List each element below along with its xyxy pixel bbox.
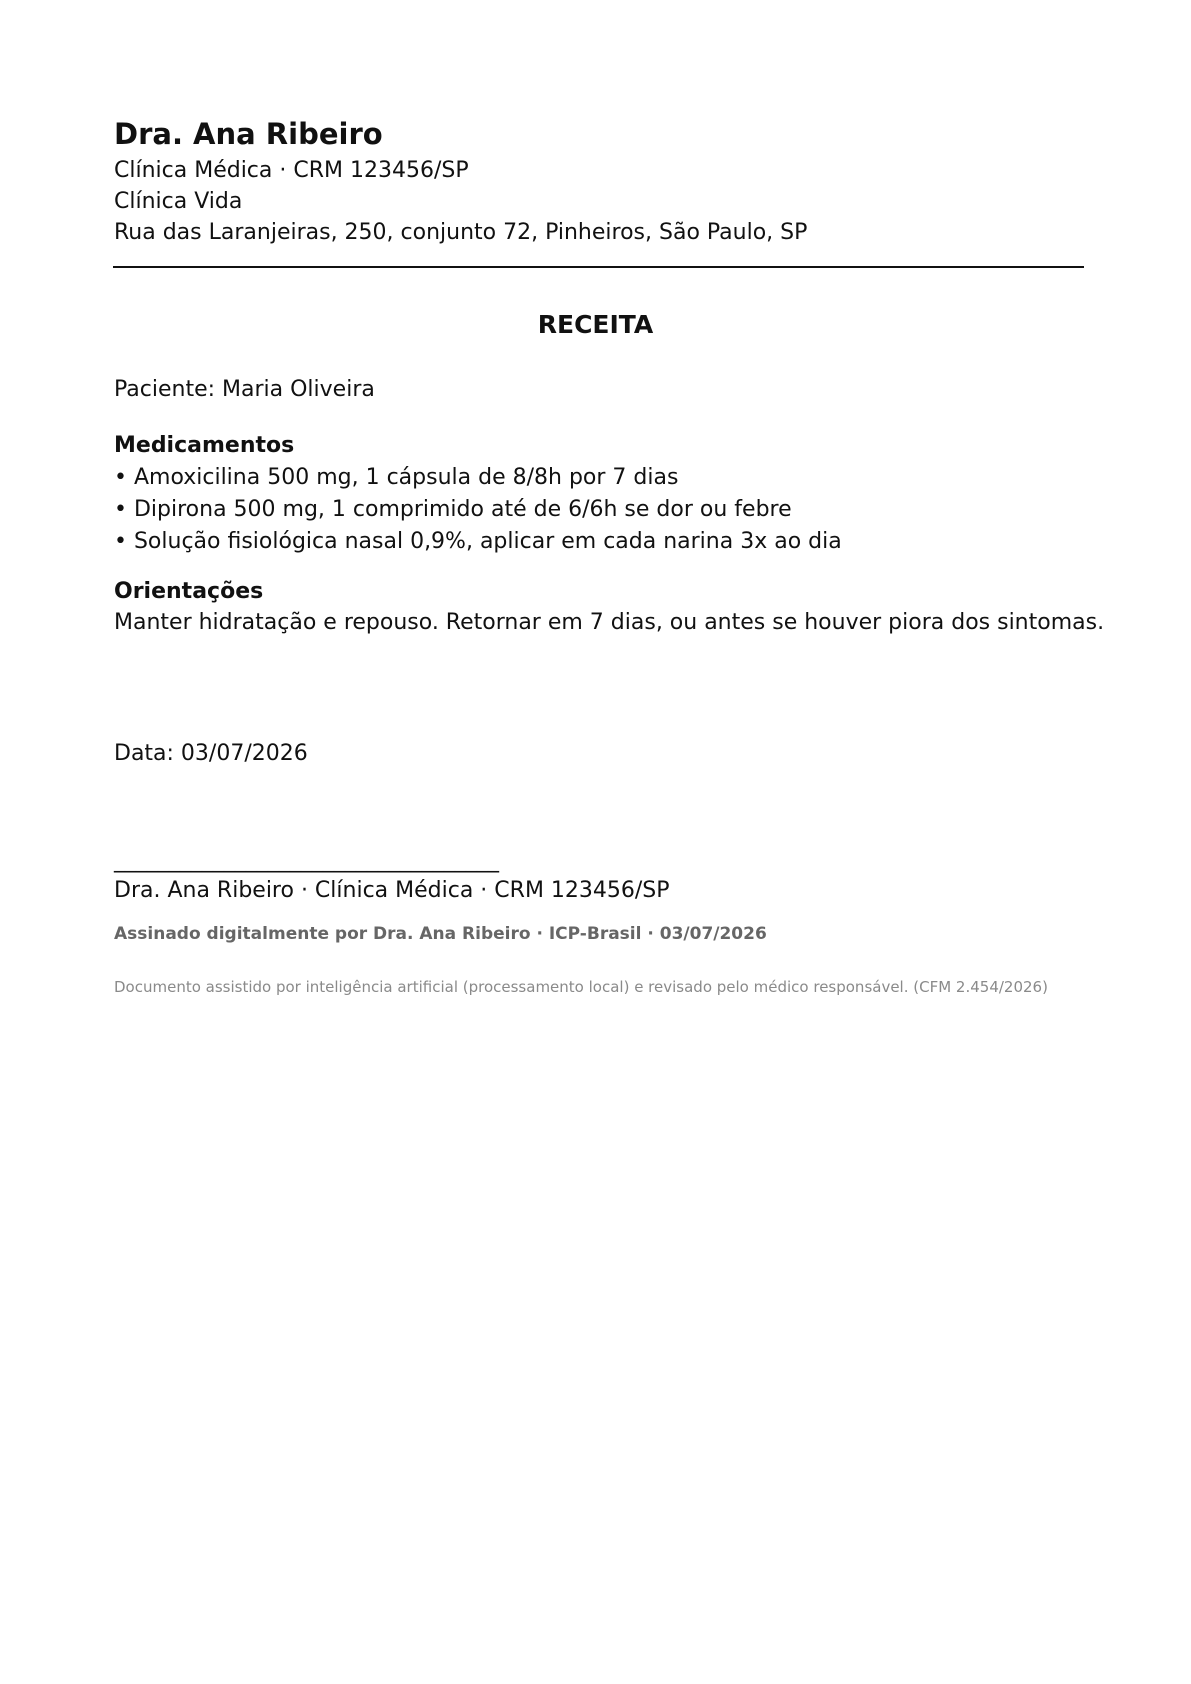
guidance-heading: Orientações <box>114 579 264 604</box>
medication-list <box>114 462 842 558</box>
patient-name: Paciente: Maria Oliveira <box>114 377 375 402</box>
clinic-address: Rua das Laranjeiras, 250, conjunto 72, Pinheiros, São Paulo, SP <box>114 220 808 245</box>
clinic-name: Clínica Vida <box>114 189 243 214</box>
specialty-crm: Clínica Médica · CRM 123456/SP <box>114 158 469 183</box>
signature-line: Dra. Ana Ribeiro · Clínica Médica · CRM 123456/SP <box>114 878 670 903</box>
prescription-date: Data: 03/07/2026 <box>114 741 308 766</box>
signature-rule: ___________________________________ <box>114 848 499 873</box>
medication-item: • Dipirona 500 mg, 1 comprimido até de 6/6h se dor ou febre <box>114 497 792 522</box>
ai-disclaimer: Documento assistido por inteligência artificial (processamento local) e revisado pelo médico responsável. (CFM 2.454/2026) <box>114 978 1048 996</box>
medication-item: • Solução fisiológica nasal 0,9%, aplicar em cada narina 3x ao dia <box>114 529 842 554</box>
medication-item: • Amoxicilina 500 mg, 1 cápsula de 8/8h por 7 dias <box>114 465 679 490</box>
guidance-text: Manter hidratação e repouso. Retornar em 7 dias, ou antes se houver piora dos sintomas. <box>114 610 1105 635</box>
medications-heading: Medicamentos <box>114 433 295 458</box>
header-divider <box>113 266 1084 268</box>
doctor-name: Dra. Ana Ribeiro <box>114 117 383 151</box>
document-title: RECEITA <box>537 310 654 339</box>
digital-signature-note: Assinado digitalmente por Dra. Ana Ribeiro · ICP-Brasil · 03/07/2026 <box>114 924 767 944</box>
